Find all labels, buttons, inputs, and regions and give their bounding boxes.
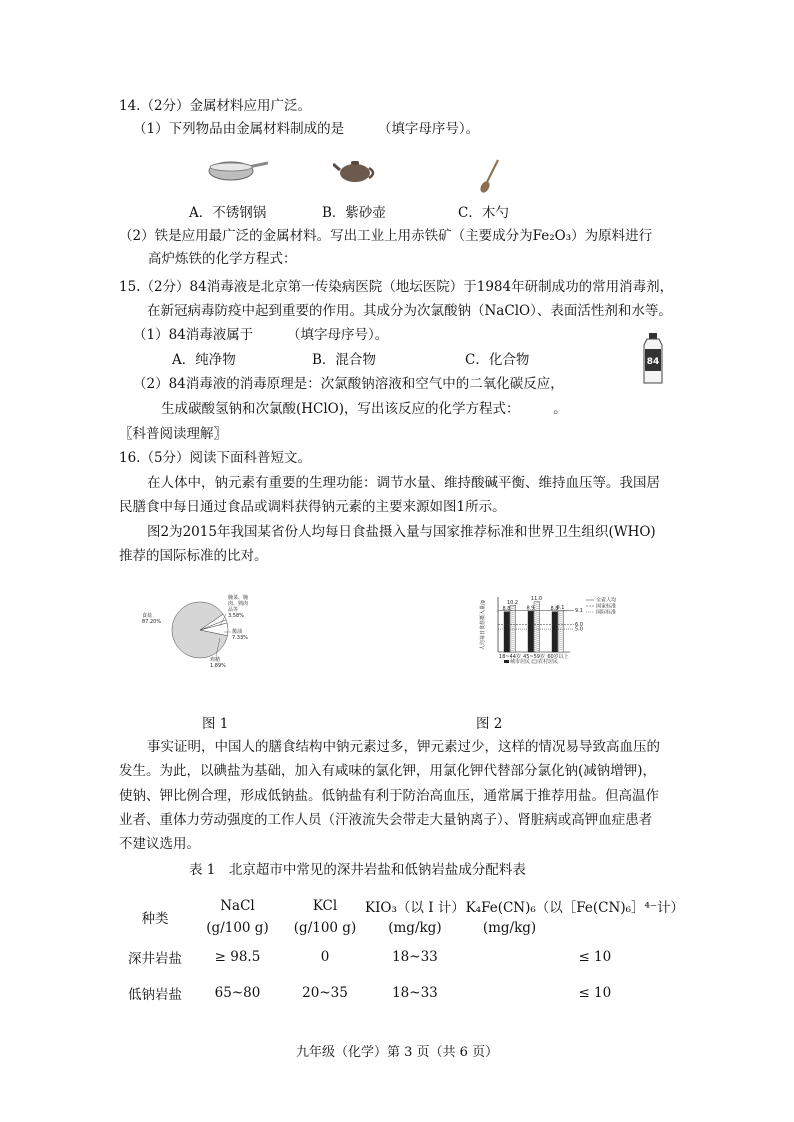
table-cell: ≥ 98.5 xyxy=(214,949,261,965)
legend-label: 国际标准 xyxy=(596,609,617,616)
figure2-caption: 图 2 xyxy=(476,716,503,732)
q16-para3-line4: 业者、重体力劳动强度的工作人员（汗液流失会带走大量钠离子）、肾脏病或高钾血症患者 xyxy=(119,812,653,828)
q15-part2-line1: （2）84消毒液的消毒原理是：次氯酸钠溶液和空气中的二氧化碳反应， xyxy=(133,376,564,392)
table-cell: ≤ 10 xyxy=(578,949,612,965)
q16-para3-line1: 事实证明，中国人的膳食结构中钠元素过多，钾元素过少，这样的情况易导致高血压的 xyxy=(147,739,660,755)
x-tick-label: 60岁以上 xyxy=(547,654,569,660)
legend-swatch xyxy=(504,660,509,663)
q15-option-b: B．混合物 xyxy=(312,352,376,368)
table-cell: ≤ 10 xyxy=(578,985,612,1001)
q16-para2-line1: 图2为2015年我国某省份人均每日食盐摄入量与国家推荐标准和世界卫生组织(WHO) xyxy=(147,524,656,540)
legend-label: 农村居民 xyxy=(538,659,559,665)
q15-stem-line1: 15.（2分）84消毒液是北京第一传染病医院（地坛医院）于1984年研制成功的常用消毒剂， xyxy=(119,279,674,295)
bar-value-label: 8.9 xyxy=(526,605,535,612)
figure1-pie-chart xyxy=(140,590,290,670)
table-caption: 表 1 北京超市中常见的深井岩盐和低钠岩盐成分配料表 xyxy=(189,862,526,878)
q16-stem: 16.（5分）阅读下面科普短文。 xyxy=(119,450,312,466)
bar-value-label: 8.8 xyxy=(550,606,559,613)
q15-option-c: C．化合物 xyxy=(465,352,530,368)
q14-part2-formula: Fe₂O₃ xyxy=(532,228,572,244)
table-cell: 0 xyxy=(320,949,330,965)
bar-value-label: 9.1 xyxy=(556,604,565,611)
q16-para2-line2: 推荐的国际标准的比对。 xyxy=(119,548,268,564)
legend-label: 国家标准 xyxy=(596,603,617,610)
table-row xyxy=(120,939,685,975)
table-unit-nacl: (g/100 g) xyxy=(206,920,269,936)
wok-icon xyxy=(205,155,270,185)
pie-label: 鸡精 xyxy=(210,657,221,663)
bar xyxy=(552,612,558,652)
table-header-k4fecn6: K₄Fe(CN)₆（以［Fe(CN)₆］⁴⁻计） xyxy=(465,900,685,916)
y-axis-label: 人均每日食盐摄入量/g xyxy=(480,600,486,650)
pie-label: 品等 xyxy=(228,607,239,613)
pie-label: 肉、熟肉 xyxy=(228,601,249,607)
table-cell: 65~80 xyxy=(214,985,261,1001)
page-footer: 九年级（化学）第 3 页（共 6 页） xyxy=(296,1045,499,1060)
figure1-caption: 图 1 xyxy=(202,716,229,732)
table-header-kio3: KIO₃（以 I 计） xyxy=(365,900,465,916)
bar xyxy=(528,611,534,652)
q14-stem: 14.（2分）金属材料应用广泛。 xyxy=(119,98,312,114)
q14-option-b: B．紫砂壶 xyxy=(322,205,386,221)
table-unit-kio3: (mg/kg) xyxy=(388,920,442,936)
q14-option-c: C．木勺 xyxy=(458,205,509,221)
table-row xyxy=(120,975,685,1011)
legend-label: 全省人均 xyxy=(596,597,617,604)
salt-composition-table xyxy=(120,895,685,1011)
pie-value-label: 7.33% xyxy=(232,635,248,641)
legend-label: 城市居民 xyxy=(510,659,531,665)
q15-stem-line2: 在新冠病毒防疫中起到重要的作用。其成分为次氯酸钠（NaClO）、表面活性剂和水等。 xyxy=(147,303,672,319)
q14-part2-text-a: （2）铁是应用最广泛的金属材料。写出工业上用赤铁矿（主要成分为 xyxy=(119,228,533,244)
q16-para1-line1: 在人体中，钠元素有重要的生理功能：调节水量、维持酸碱平衡、维持血压等。我国居 xyxy=(147,475,660,491)
q16-para3-line3: 使钠、钾比例合理，形成低钠盐。低钠盐有利于防治高血压，通常属于推荐用盐。但高温作 xyxy=(119,788,659,804)
q14-part2-text-b: ）为原料进行 xyxy=(571,228,653,244)
x-tick-label: 18~44岁 xyxy=(499,654,521,660)
legend-swatch xyxy=(532,660,537,663)
bottle-label: 84 xyxy=(646,357,660,367)
table-cell: 18~33 xyxy=(392,985,438,1001)
table-header-nacl: NaCl xyxy=(220,898,255,914)
table-unit-k4fecn6: (mg/kg) xyxy=(482,920,537,936)
pie-value-label: 1.89% xyxy=(210,663,226,669)
pie-value-label: 87.20% xyxy=(142,619,162,625)
pie-label: 腌菜、腌 xyxy=(228,595,249,601)
q15-part2-line2: 生成碳酸氢钠和次氯酸(HClO)，写出该反应的化学方程式： 。 xyxy=(161,401,567,417)
q14-option-a: A．不锈钢锅 xyxy=(189,205,267,221)
q16-para1-line2: 民膳食中每日通过食品或调料获得钠元素的主要来源如图1所示。 xyxy=(119,499,506,515)
bar xyxy=(504,612,510,652)
bar-value-label: 8.8 xyxy=(502,606,511,613)
table-cell: 20~35 xyxy=(302,985,348,1001)
q14-part1: （1）下列物品由金属材料制成的是 （填字母序号）。 xyxy=(133,121,480,137)
q15-option-a: A．纯净物 xyxy=(172,352,236,368)
table-header-type: 种类 xyxy=(141,911,169,927)
disinfectant-bottle-icon xyxy=(641,333,665,385)
reference-value-label: 5.0 xyxy=(575,626,583,633)
reference-value-label: 6.0 xyxy=(575,622,583,628)
reference-value-label: 9.1 xyxy=(575,607,583,614)
pie-value-label: 3.58% xyxy=(228,613,244,619)
q15-part1: （1）84消毒液属于 （填字母序号）。 xyxy=(133,327,389,343)
table-cell: 低钠岩盐 xyxy=(128,987,182,1003)
x-tick-label: 45~59岁 xyxy=(523,654,545,660)
q14-part2-line2: 高炉炼铁的化学方程式： xyxy=(148,251,297,267)
table-cell: 深井岩盐 xyxy=(128,951,182,967)
q16-para3-line5: 不建议选用。 xyxy=(119,836,200,852)
bar-value-label: 11.0 xyxy=(530,596,543,603)
wooden-spoon-icon xyxy=(478,158,500,194)
bar-value-label: 10.2 xyxy=(506,599,519,606)
section-heading: 〖科普阅读理解〗 xyxy=(119,426,227,442)
pie-label: 酱油 xyxy=(232,629,243,635)
table-header-kcl: KCl xyxy=(312,898,338,914)
table-cell: 18~33 xyxy=(392,949,438,965)
teapot-icon xyxy=(333,155,378,185)
table-unit-kcl: (g/100 g) xyxy=(293,920,357,936)
q16-para3-line2: 发生。为此，以碘盐为基础，加入有咸味的氯化钾，用氯化钾代替部分氯化钠(减钠增钾)， xyxy=(119,763,657,779)
figure2-bar-chart xyxy=(478,590,623,670)
pie-label: 食盐 xyxy=(142,613,153,619)
q14-part2-line1 xyxy=(119,230,652,244)
